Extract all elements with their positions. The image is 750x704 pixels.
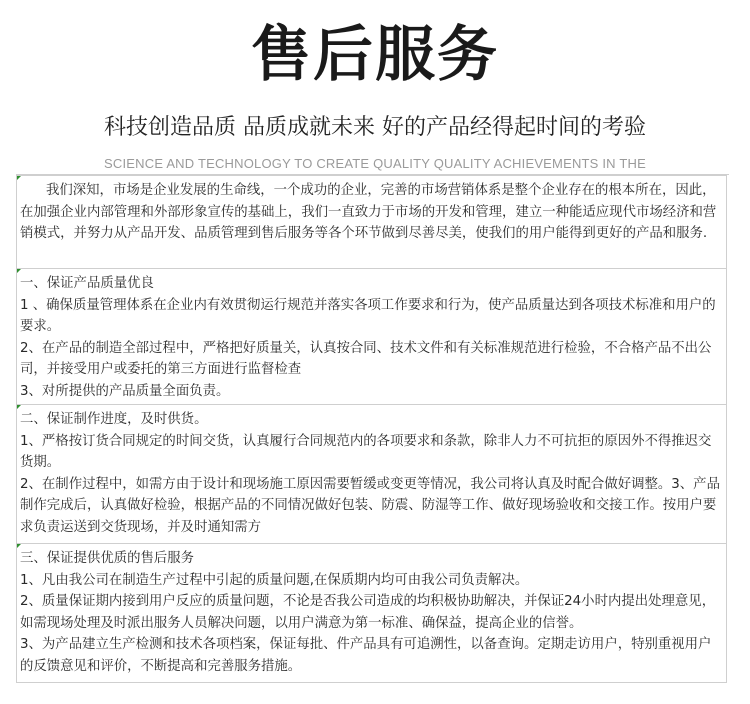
list-item: 1 、确保质量管理体系在企业内有效贯彻运行规范并落实各项工作要求和行为，使产品质量达到各项技术标准和用户的要求。 bbox=[20, 297, 716, 334]
page-subtitle: 科技创造品质 品质成就未来 好的产品经得起时间的考验 bbox=[104, 115, 646, 140]
delivery-section bbox=[16, 404, 727, 544]
quality-section bbox=[16, 268, 727, 405]
section-heading: 一、保证产品质量优良 bbox=[20, 276, 154, 291]
list-item: 2、在制作过程中，如需方由于设计和现场施工原因需要暂缓或变更等情况，我公司将认真及时配合做好调整。3、产品制作完成后，认真做好检验，根据产品的不同情况做好包装、防震、防湿等工作、做好现场验收和交接工作。按用户要求负责运送到交货现场，并及时通知需方 bbox=[20, 476, 720, 535]
section-heading: 二、保证制作进度，及时供货。 bbox=[20, 412, 208, 427]
intro-box bbox=[16, 175, 727, 269]
section-heading: 三、保证提供优质的售后服务 bbox=[20, 551, 195, 566]
list-item: 1、凡由我公司在制造生产过程中引起的质量问题,在保质期内均可由我公司负责解决。 bbox=[20, 572, 529, 588]
english-subtitle: SCIENCE AND TECHNOLOGY TO CREATE QUALITY QUALITY ACHIEVEMENTS IN THE bbox=[104, 156, 646, 171]
list-item: 2、在产品的制造全部过程中，严格把好质量关，认真按合同、技术文件和有关标准规范进行检验，不合格产品不出公司，并接受用户或委托的第三方面进行监督检查 bbox=[20, 340, 712, 377]
intro-paragraph: 我们深知，市场是企业发展的生命线，一个成功的企业，完善的市场营销体系是整个企业存在的根本所在，因此，在加强企业内部管理和外部形象宣传的基础上，我们一直致力于市场的开发和管理，建立一种能适应现代市场经济和营销模式，并努力从产品开发、品质管理到售后服务等各个环节做到尽善尽美，使我们的用户能得到更好的产品和服务. bbox=[20, 183, 717, 241]
list-item: 3、为产品建立生产检测和技术各项档案，保证每批、件产品具有可追溯性，以备查询。定期走访用户，特别重视用户的反馈意见和评价，不断提高和完善服务措施。 bbox=[20, 637, 712, 674]
list-item: 3、对所提供的产品质量全面负责。 bbox=[20, 383, 230, 399]
page-title: 售后服务 bbox=[251, 20, 499, 90]
list-item: 1、严格按订货合同规定的时间交货，认真履行合同规范内的各项要求和条款，除非人力不可抗拒的原因外不得推迟交货期。 bbox=[20, 433, 712, 470]
list-item: 2、质量保证期内接到用户反应的质量问题，不论是否我公司造成的均积极协助解决，并保证24小时内提出处理意见，如需现场处理及时派出服务人员解决问题，以用户满意为第一标准、确保益，提高企业的信誉。 bbox=[20, 594, 716, 631]
service-section bbox=[16, 543, 727, 683]
